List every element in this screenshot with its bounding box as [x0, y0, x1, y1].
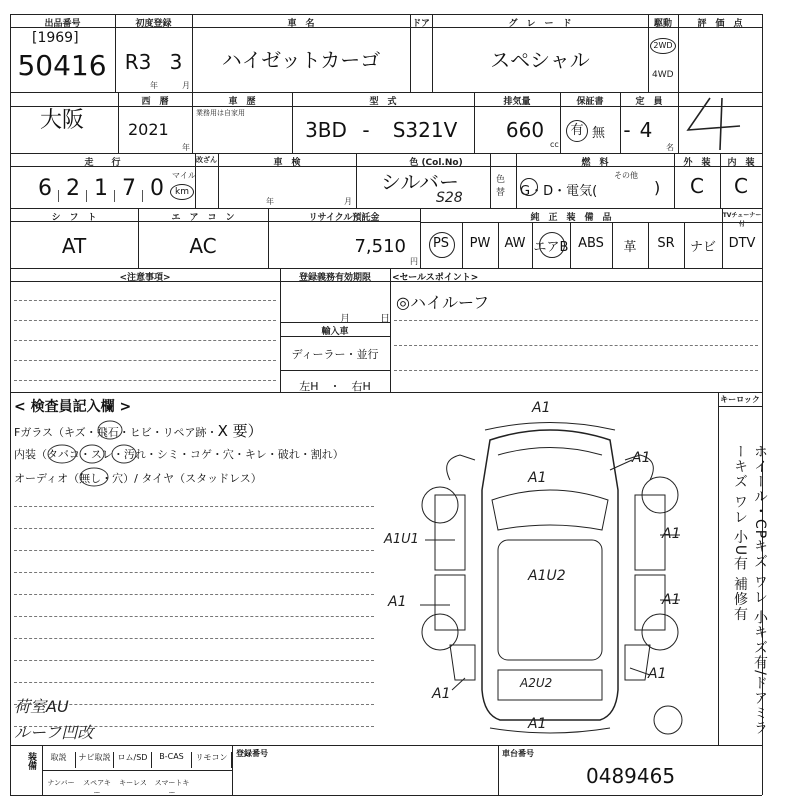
reg-no-label: 出品番号	[44, 19, 81, 29]
handle-side: 左H ・ 右H	[299, 380, 371, 393]
footer-item: ナビ取説	[76, 752, 114, 768]
mark-top: A1	[532, 400, 551, 416]
aircon-label: エ ア コ ン	[171, 213, 235, 223]
color: シルバー	[380, 170, 460, 194]
year-value: 2021	[128, 120, 169, 139]
fuel-label: 燃 料	[581, 158, 609, 168]
history-label: 車 歴	[228, 97, 256, 107]
history-sub: 業務用は自家用	[196, 109, 245, 117]
mileage-unit-km-text: km	[175, 187, 189, 197]
interior-label: 内 装	[727, 158, 755, 168]
handwritten-roof: ルーフ凹改	[14, 723, 94, 742]
audio-tire-line: オーディオ（無し・穴）/ タイヤ（スタッドレス）	[14, 472, 262, 485]
mark-left-front: A1U1	[384, 532, 419, 547]
mark-rear-right: A1	[648, 666, 667, 682]
model-prefix: 3BD	[305, 118, 347, 142]
color-code: S28	[436, 190, 463, 206]
mileage-digit: 7	[122, 176, 136, 201]
model-label: 型 式	[369, 97, 397, 107]
first-reg-month-unit: 月	[182, 81, 190, 90]
drive-2wd-text: 2WD	[653, 41, 673, 50]
footer-item: キーレス	[119, 779, 147, 787]
aircon: AC	[189, 234, 217, 258]
footer-chassis-label: 車台番号	[502, 749, 534, 758]
mark-right-front: A1	[662, 526, 681, 542]
exterior-label: 外 装	[683, 158, 711, 168]
mileage-digit: 2	[66, 176, 80, 201]
door-label: ドア	[412, 19, 430, 29]
car-name: ハイゼットカーゴ	[221, 48, 381, 72]
windshield-text: Fガラス（キズ・飛石・ヒビ・リペア跡・	[14, 426, 218, 439]
equipment-label: 純 正 装 備 品	[530, 213, 612, 223]
model-dash: -	[362, 118, 370, 142]
footer-item: スペアキー	[83, 779, 111, 797]
lot-number: 50416	[17, 49, 107, 82]
capacity: 4	[639, 118, 653, 142]
fuel-other: その他	[614, 171, 638, 180]
model-code: S321V	[392, 118, 458, 142]
equipment-item: AW	[504, 236, 526, 251]
mark-left-rear: A1	[388, 594, 407, 610]
inspection-year-unit: 年	[266, 197, 274, 206]
inspection-month-unit: 月	[344, 197, 352, 206]
first-reg-label: 初度登録	[135, 19, 172, 29]
warranty-label: 保証書	[576, 97, 604, 107]
recycle-label: リサイクル預託金	[308, 213, 380, 223]
drive-4wd: 4WD	[652, 70, 674, 80]
reg-month-unit: 月	[340, 314, 350, 325]
equipment-item: SR	[657, 236, 675, 251]
windshield-mark: X 要）	[217, 422, 263, 440]
displacement: 660	[505, 118, 545, 142]
warranty-dash: -	[623, 118, 631, 142]
area: 大阪	[39, 108, 84, 133]
first-reg-year-unit: 年	[150, 81, 158, 90]
fuel-close: )	[654, 178, 661, 197]
notes-label: <注意事項>	[119, 273, 171, 283]
mark-bottom: A1	[528, 716, 547, 732]
grade-label: グ レ ー ド	[508, 19, 572, 29]
equipment-item: PW	[469, 236, 491, 251]
mileage-unit-mile: マイル	[172, 171, 196, 180]
chassis-number: 0489465	[586, 764, 676, 788]
mileage-digit: 1	[94, 176, 108, 201]
score-label: 評 価 点	[697, 19, 743, 29]
tuner-label: TVチューナー付	[722, 212, 762, 228]
reg-day-unit: 日	[380, 314, 390, 325]
equipment-item: ナビ	[689, 240, 716, 255]
first-reg-era: R3	[124, 50, 152, 74]
footer-item: B-CAS	[152, 752, 192, 768]
mark-rear-left: A1	[432, 686, 451, 702]
grade: スペシャル	[490, 48, 590, 72]
warranty-no: 無	[592, 126, 606, 141]
import-type: ディーラー・並行	[291, 348, 379, 361]
color-change-label: 色替	[496, 175, 506, 198]
capacity-label: 定 員	[635, 97, 663, 107]
year-code: [1969]	[32, 30, 79, 46]
inspection-label: 車 検	[273, 158, 301, 168]
mark-roof: A1U2	[528, 568, 566, 584]
mark-right-rear: A1	[662, 592, 681, 608]
shift: AT	[61, 234, 87, 258]
displacement-unit: cc	[550, 140, 559, 149]
interior-grade: C	[734, 174, 748, 198]
mark-rear-center: A2U2	[520, 676, 553, 690]
car-name-label: 車 名	[287, 19, 315, 29]
vertical-note: ホイール・CPキズ ワレ 小キズ有/ドアミラーキズ ワレ 小U有 補修有	[732, 444, 768, 736]
displacement-label: 排気量	[503, 97, 531, 107]
sales-points-label: <セールスポイント>	[392, 273, 479, 283]
footer-item: 取説	[42, 752, 76, 768]
year-label: 西 暦	[141, 97, 169, 107]
handwritten-cargo: 荷室AU	[14, 697, 69, 716]
mileage-digit: 6	[38, 176, 52, 201]
recycle-amount: 7,510	[354, 236, 406, 257]
equipment-item: ABS	[578, 236, 604, 251]
drive-label: 駆動	[653, 19, 672, 29]
footer-reg-label: 登録番号	[236, 749, 268, 758]
mark-hood: A1	[528, 470, 547, 486]
reset-label: 改ざん	[196, 156, 217, 164]
capacity-unit: 名	[666, 143, 674, 152]
mileage-digit: 0	[150, 176, 164, 201]
inspection-title: < 検査員記入欄 >	[14, 399, 132, 415]
fuel-text: G・D・電気(	[520, 184, 598, 199]
import-label: 輸入車	[321, 327, 349, 337]
interior-line: 内装（タバコ・スレ・汚れ・シミ・コゲ・穴・キレ・破れ・割れ）	[14, 448, 344, 461]
exterior-grade: C	[690, 174, 704, 198]
footer-item: リモコン	[192, 752, 232, 768]
equipment-item: エアB	[533, 240, 569, 255]
reg-expiry-label: 登録義務有効期限	[298, 273, 371, 283]
mark-front-right: A1	[632, 450, 651, 466]
equipment-item: 革	[623, 240, 637, 255]
sales-point: ◎ハイルーフ	[396, 293, 490, 312]
footer-equipment-label: 装備	[26, 752, 36, 770]
footer-item: スマートキー	[154, 779, 190, 797]
footer-item: ナンバー	[47, 779, 75, 787]
equipment-item: PS	[432, 236, 450, 251]
color-label: 色 (Col.No)	[409, 158, 463, 168]
shift-label: シ フ ト	[51, 213, 97, 223]
mileage-label: 走 行	[84, 158, 121, 168]
footer-item: ロム/SD	[114, 752, 152, 768]
key-lock-label: キーロック	[720, 395, 760, 404]
warranty-yes: 有	[566, 120, 588, 142]
first-reg-month: 3	[169, 50, 183, 74]
year-unit: 年	[182, 143, 190, 152]
equipment-item: DTV	[728, 236, 756, 251]
recycle-unit: 円	[410, 257, 418, 266]
